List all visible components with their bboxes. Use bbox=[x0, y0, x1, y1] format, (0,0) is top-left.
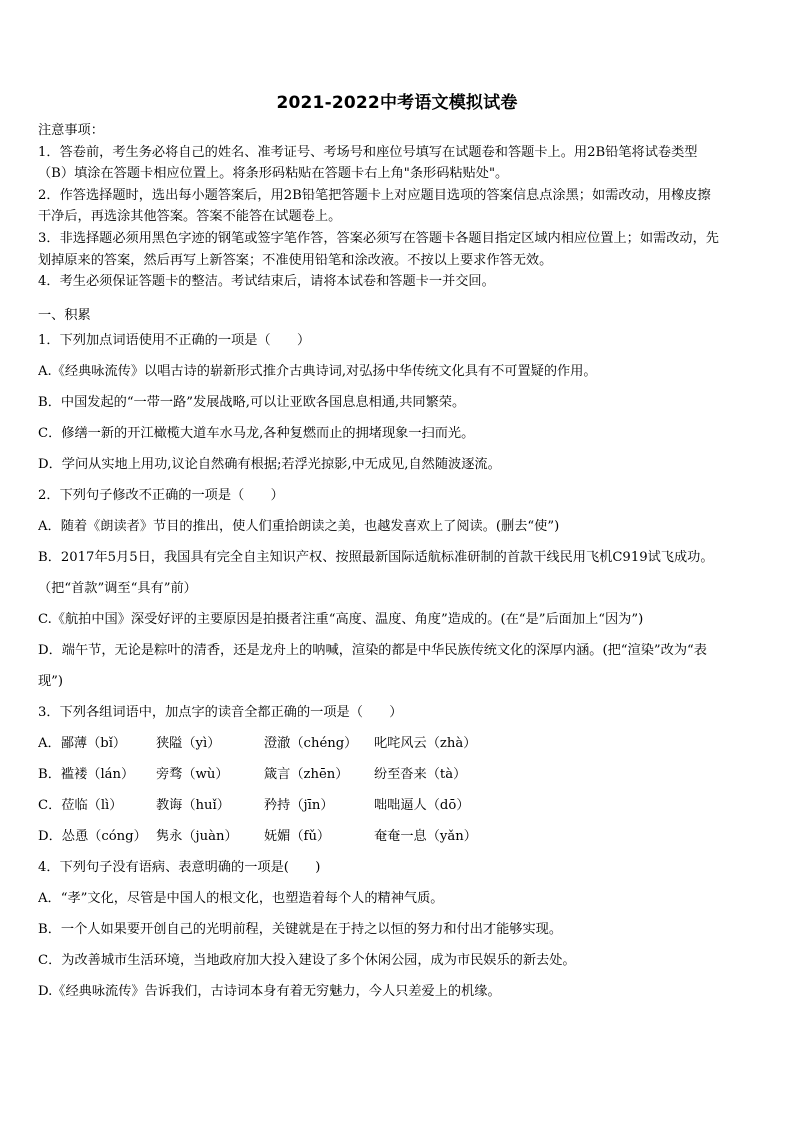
question-2-option-b-cont: （把“首款”调至“具有”前） bbox=[38, 581, 197, 596]
option-cell: C．莅临（lì） bbox=[38, 798, 123, 813]
question-2-option-a: A．随着《朗读者》节目的推出，使人们重拾朗读之美，也越发喜欢上了阅读。(删去“使”) bbox=[38, 519, 560, 534]
questions bbox=[38, 330, 760, 1012]
option-cell: 矜持（jīn） bbox=[264, 798, 334, 813]
question-1-option-c: C．修缮一新的开江橄榄大道车水马龙,各种复燃而止的拥堵现象一扫而光。 bbox=[38, 426, 475, 441]
question-1-option-d: D．学问从实地上用功,议论自然确有根据;若浮光掠影,中无成见,自然随波逐流。 bbox=[38, 457, 501, 472]
question-3-option-b bbox=[38, 764, 760, 795]
question-2-option-b: B．2017年5月5日，我国具有完全自主知识产权、按照最新国际适航标准研制的首款干线民用飞机C919试飞成功。 bbox=[38, 550, 714, 565]
question-4-option-c: C．为改善城市生活环境，当地政府加大投入建设了多个休闲公园，成为市民娱乐的新去处。 bbox=[38, 953, 576, 968]
option-cell: 教诲（huǐ） bbox=[156, 798, 230, 813]
question-2-option-c: C.《航拍中国》深受好评的主要原因是拍摄者注重“高度、温度、角度”造成的。(在“是”后面加上“因为”) bbox=[38, 612, 644, 627]
question-1-option-a: A.《经典咏流传》以唱古诗的崭新形式推介古典诗词,对弘扬中华传统文化具有不可置疑的作用。 bbox=[38, 364, 597, 379]
option-cell: 奄奄一息（yǎn） bbox=[374, 829, 477, 844]
notes-line: 划掉原来的答案，然后再写上新答案；不准使用铅笔和涂改液。不按以上要求作答无效。 bbox=[38, 252, 553, 268]
notes-block bbox=[38, 120, 760, 293]
notes-line: （B）填涂在答题卡相应位置上。将条形码粘贴在答题卡右上角"条形码粘贴处"。 bbox=[38, 166, 509, 182]
option-cell: 旁骛（wù） bbox=[156, 767, 229, 782]
option-cell: B．褴褛（lán） bbox=[38, 767, 135, 782]
question-3-option-d bbox=[38, 826, 760, 857]
option-cell: 妩媚（fǔ） bbox=[264, 829, 331, 844]
question-1-stem: 1．下列加点词语使用不正确的一项是（ ） bbox=[38, 333, 311, 348]
question-4-option-a: A．“孝”文化，尽管是中国人的根文化，也塑造着每个人的精神气质。 bbox=[38, 891, 444, 906]
option-cell: A．鄙薄（bǐ） bbox=[38, 736, 127, 751]
notes-heading: 注意事项： bbox=[38, 123, 104, 138]
option-cell: 狭隘（yì） bbox=[156, 736, 221, 751]
question-4-stem: 4．下列句子没有语病、表意明确的一项是( ) bbox=[38, 860, 321, 875]
question-1-option-b: B．中国发起的“一带一路”发展战略,可以让亚欧各国息息相通,共同繁荣。 bbox=[38, 395, 466, 410]
option-cell: 隽永（juàn） bbox=[156, 829, 238, 844]
option-cell: 箴言（zhēn） bbox=[264, 767, 349, 782]
option-cell: 叱咤风云（zhà） bbox=[374, 736, 477, 751]
option-cell: 纷至沓来（tà） bbox=[374, 767, 467, 782]
question-4-option-d: D.《经典咏流传》告诉我们，古诗词本身有着无穷魅力，今人只差爱上的机缘。 bbox=[38, 984, 501, 999]
notes-line: 2．作答选择题时，选出每小题答案后，用2B铅笔把答题卡上对应题目选项的答案信息点涂黑；如需改动，用橡皮擦 bbox=[38, 187, 711, 203]
option-cell: 咄咄逼人（dō） bbox=[374, 798, 470, 813]
question-3-stem: 3．下列各组词语中，加点字的读音全都正确的一项是（ ） bbox=[38, 705, 403, 720]
notes-line: 干净后，再选涂其他答案。答案不能答在试题卷上。 bbox=[38, 209, 342, 225]
question-2-option-d: D．端午节，无论是粽叶的清香，还是龙舟上的呐喊，渲染的都是中华民族传统文化的深厚内涵。(把“渲染”改为“表 bbox=[38, 643, 707, 658]
option-cell: D．怂恿（cóng） bbox=[38, 829, 147, 844]
notes-line: 1．答卷前，考生务必将自己的姓名、准考证号、考场号和座位号填写在试题卷和答题卡上。用2B铅笔将试卷类型 bbox=[38, 144, 698, 160]
notes-line: 4．考生必须保证答题卡的整洁。考试结束后，请将本试卷和答题卡一并交回。 bbox=[38, 274, 495, 290]
notes-line: 3．非选择题必须用黑色字迹的钢笔或签字笔作答，答案必须写在答题卡各题目指定区域内相应位置上；如需改动，先 bbox=[38, 230, 719, 246]
question-3-option-c bbox=[38, 795, 760, 826]
page-title: 2021-2022中考语文模拟试卷 bbox=[276, 93, 518, 113]
question-2-stem: 2．下列句子修改不正确的一项是（ ） bbox=[38, 488, 284, 503]
section-heading: 一、积累 bbox=[38, 308, 91, 323]
option-cell: 澄澈（chéng） bbox=[264, 736, 358, 751]
question-3-option-a bbox=[38, 733, 760, 764]
question-4-option-b: B．一个人如果要开创自己的光明前程，关键就是在于持之以恒的努力和付出才能够实现。 bbox=[38, 922, 562, 937]
question-2-option-d-cont: 现”) bbox=[38, 674, 64, 689]
